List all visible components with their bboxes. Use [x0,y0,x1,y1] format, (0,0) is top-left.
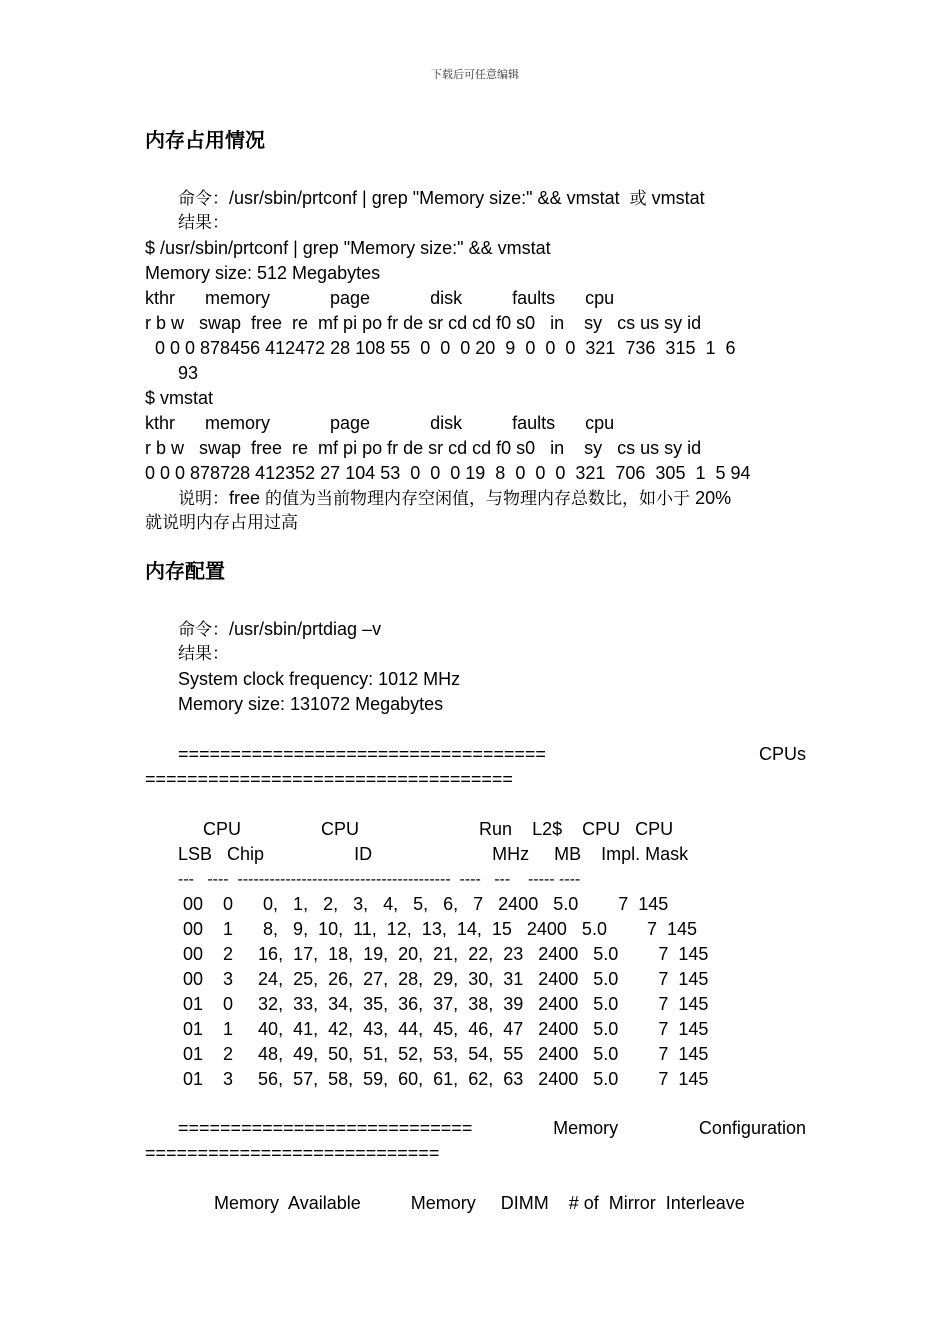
cpus-word: CPUs [758,744,806,764]
s1-note-label: 说明： [178,489,229,509]
section-title-memory-config: 内存配置 [145,559,225,583]
s1-line-1: Memory size: 512 Megabytes [145,263,381,283]
s2-clock: System clock frequency: 1012 MHz [178,669,461,689]
memcfg-sep-left: ============================ [178,1118,473,1138]
s2-memsize: Memory size: 131072 Megabytes [178,694,444,714]
memcfg-word-memory: Memory [553,1118,619,1138]
memcfg-word-configuration: Configuration [698,1118,806,1138]
cpu-table-row: 01 3 56, 57, 58, 59, 60, 61, 62, 63 2400 5.0 7 145 [178,1069,709,1089]
s1-note-line [178,486,731,512]
s1-command-line [178,186,705,212]
s2-cmd: /usr/sbin/prtdiag –v [229,619,382,639]
s1-or: 或 [629,189,647,209]
cpu-table-head-2: LSB Chip ID MHz MB Impl. Mask [178,844,689,864]
s1-line-8: r b w swap free re mf pi po fr de sr cd cd f0 s0 in sy cs us sy id [145,438,702,458]
s1-alt-cmd: vmstat [651,188,705,208]
s1-cmd: /usr/sbin/prtconf | grep "Memory size:" && vmstat [229,188,620,208]
cpu-table-row: 01 2 48, 49, 50, 51, 52, 53, 54, 55 2400 5.0 7 145 [178,1044,709,1064]
s1-line-0: $ /usr/sbin/prtconf | grep "Memory size:" && vmstat [145,238,551,258]
cpu-table-row: 00 0 0, 1, 2, 3, 4, 5, 6, 7 2400 5.0 7 145 [178,894,669,914]
cpu-table-dashes: --- ---- ---------------------------------------- ---- --- ----- ---- [178,871,581,888]
s1-line-7: kthr memory page disk faults cpu [145,413,615,433]
cpu-table-row: 00 1 8, 9, 10, 11, 12, 13, 14, 15 2400 5.0 7 145 [178,919,698,939]
s1-result-label: 结果： [178,213,229,233]
section-title-memory-usage: 内存占用情况 [145,128,265,152]
s1-line-5: 93 [178,363,199,383]
cpus-sep-left: =================================== [178,744,546,764]
s1-note-pct: 20% [695,488,732,508]
s1-note-cont: 就说明内存占用过高 [145,513,298,533]
cpu-table-row: 00 2 16, 17, 18, 19, 20, 21, 22, 23 2400 5.0 7 145 [178,944,709,964]
s1-line-9: 0 0 0 878728 412352 27 104 53 0 0 0 19 8 0 0 0 321 706 305 1 5 94 [145,463,751,483]
memcfg-separator-line [178,1116,806,1141]
page-header: 下载后可任意编辑 [431,68,519,81]
memcfg-table-head: Memory Available Memory DIMM # of Mirror Interleave [214,1193,745,1213]
cpus-separator-line [178,742,806,767]
cpu-table-row: 00 3 24, 25, 26, 27, 28, 29, 30, 31 2400 5.0 7 145 [178,969,709,989]
cpu-table-row: 01 1 40, 41, 42, 43, 44, 45, 46, 47 2400 5.0 7 145 [178,1019,709,1039]
s1-note-text: 的值为当前物理内存空闲值，与物理内存总数比，如小于 [265,489,691,509]
cpus-sep-right: =================================== [145,769,513,789]
cpu-table-head-1: CPU CPU Run L2$ CPU CPU [178,819,674,839]
memcfg-sep-right: ============================ [145,1143,440,1163]
cpu-table-row: 01 0 32, 33, 34, 35, 36, 37, 38, 39 2400 5.0 7 145 [178,994,709,1014]
s1-cmd-label: 命令： [178,189,229,209]
s1-line-3: r b w swap free re mf pi po fr de sr cd cd f0 s0 in sy cs us sy id [145,313,702,333]
s2-command-line [178,617,381,643]
s1-line-4: 0 0 0 878456 412472 28 108 55 0 0 0 20 9 0 0 0 321 736 315 1 6 [145,338,736,358]
s1-line-6: $ vmstat [145,388,214,408]
s2-result-label: 结果： [178,644,229,664]
s2-cmd-label: 命令： [178,620,229,640]
s1-note-free: free [229,488,261,508]
s1-line-2: kthr memory page disk faults cpu [145,288,615,308]
